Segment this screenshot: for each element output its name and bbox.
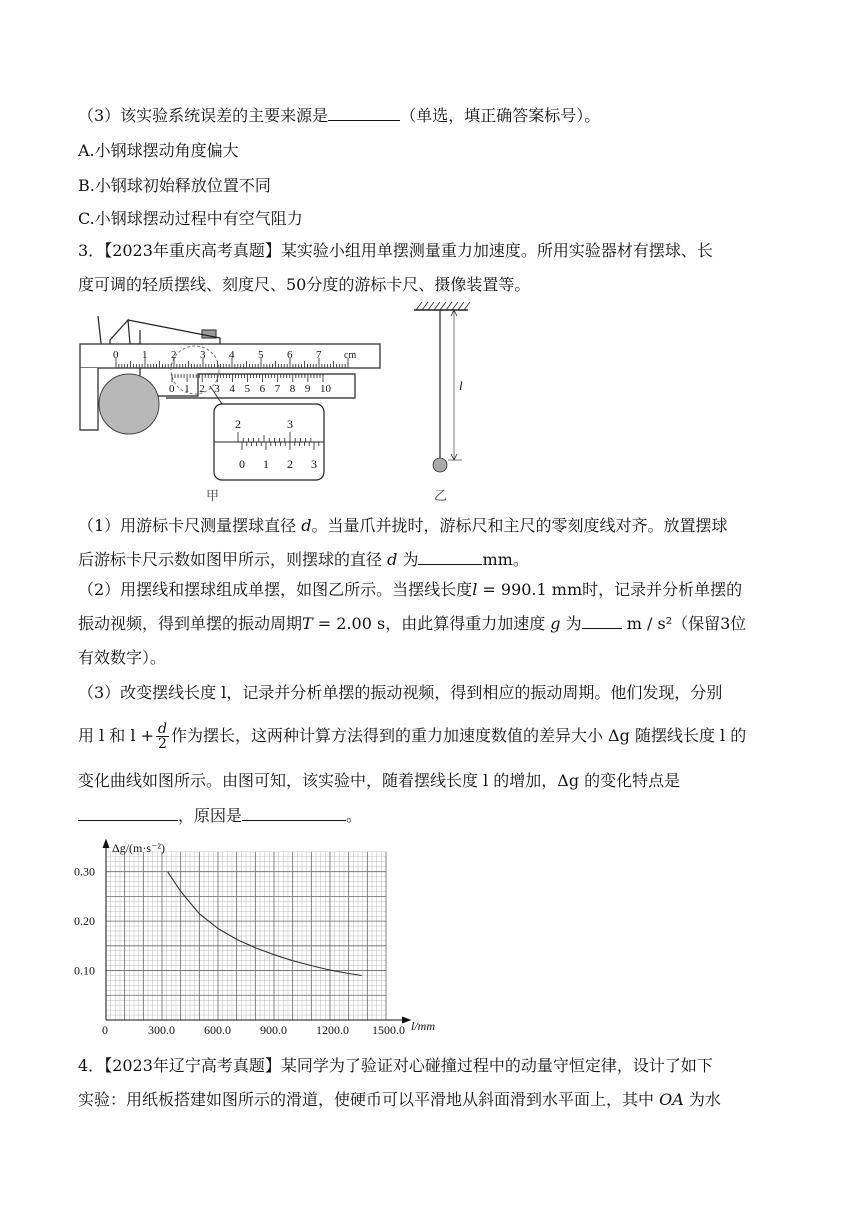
zoom-main-label: 3 (287, 417, 293, 431)
fraction-d-over-2 (156, 722, 169, 751)
text: （1）用游标卡尺测量摆球直径 (78, 516, 297, 535)
vernier-scale-label: 6 (259, 383, 266, 395)
vernier-scale-label: 5 (244, 383, 250, 395)
unit: m / s² (626, 614, 673, 633)
question-3-part-2-line2 (78, 614, 746, 634)
answer-blank[interactable] (328, 106, 400, 121)
y-tick-label: 0.20 (74, 914, 95, 929)
main-scale-label: 2 (171, 349, 177, 361)
text: 。 (346, 806, 363, 825)
text: ，由此算得重力加速度 (385, 614, 546, 633)
x-axis-label: l/mm (411, 1019, 435, 1033)
var-l: l (472, 580, 478, 599)
x-tick-label: 600.0 (204, 1023, 231, 1037)
vernier-scale-label: 0 (169, 383, 175, 395)
question-4-line2 (78, 1090, 721, 1110)
value: = 990.1 mm (477, 580, 583, 599)
question-number: 3． (78, 241, 105, 260)
main-scale-label: 6 (287, 349, 293, 361)
text: 时，记录并分析单摆的 (582, 580, 743, 599)
vernier-scale-label: 3 (214, 383, 220, 395)
y-tick-label: 0.10 (74, 963, 95, 978)
question-3-part-3-line3: 变化曲线如图所示。由图可知，该实验中，随着摆线长度 l 的增加，Δg 的变化特点是 (78, 771, 681, 790)
question-4-line1 (78, 1056, 713, 1076)
intro-text: 某实验小组用单摆测量重力加速度。所用实验器材有摆球、长 (280, 241, 713, 260)
vernier-scale-label: 2 (199, 383, 205, 395)
question-number: 4． (78, 1056, 105, 1075)
question-stem-tail: （单选，填正确答案标号）。 (400, 106, 601, 125)
x-tick-label: 1200.0 (316, 1023, 349, 1037)
main-scale-label: 3 (200, 349, 206, 361)
denominator: 2 (158, 736, 167, 752)
option-a: A.小钢球摆动角度偏大 (78, 141, 239, 160)
vernier-scale-labels (169, 383, 332, 395)
value: = 2.00 s (312, 614, 386, 633)
var-d: d (387, 550, 398, 569)
main-scale-label: 0 (113, 349, 119, 361)
answer-blank-diameter[interactable] (418, 550, 482, 565)
zoom-vernier-label: 3 (311, 457, 317, 471)
zoom-vernier-label: 0 (239, 457, 245, 471)
pendulum-ball (99, 374, 159, 434)
text: （保留3位 (672, 614, 747, 633)
zoom-vernier-label: 2 (287, 457, 293, 471)
text: 为 (402, 550, 419, 569)
figure-label-yi: 乙 (434, 488, 448, 503)
question-3-part-3-line1: （3）改变摆线长度 l，记录并分析单摆的振动视频，得到相应的振动周期。他们发现，分别 (78, 683, 723, 702)
unit: mm。 (482, 550, 529, 569)
caliper-pendulum-figure (70, 300, 490, 505)
text: 实验：用纸板搭建如图所示的滑道，使硬币可以平滑地从斜面滑到水平面上，其中 (78, 1090, 655, 1109)
x-tick-label: 1500.0 (372, 1023, 405, 1037)
y-tick-label: 0.30 (74, 864, 95, 879)
numerator: d (158, 721, 167, 737)
question-3-part-3-line4 (78, 806, 362, 826)
x-tick-label: 900.0 (260, 1023, 287, 1037)
question-stem: （3）该实验系统误差的主要来源是 (78, 106, 329, 125)
var-oa: OA (659, 1090, 684, 1109)
delta-g-chart (70, 834, 450, 1044)
answer-blank-trend[interactable] (78, 806, 178, 821)
question-3-part-3-line2 (78, 718, 746, 758)
answer-blank-reason[interactable] (242, 806, 346, 821)
option-c: C.小钢球摆动过程中有空气阻力 (78, 209, 303, 228)
zoom-vernier-label: 1 (263, 457, 269, 471)
text: ，原因是 (178, 806, 243, 825)
text: 某同学为了验证对心碰撞过程中的动量守恒定律，设计了如下 (280, 1056, 713, 1075)
text: 用 l 和 (78, 726, 126, 745)
option-b: B.小钢球初始释放位置不同 (78, 176, 271, 195)
zoom-main-label: 2 (235, 417, 241, 431)
vernier-scale-label: 7 (274, 383, 281, 395)
vernier-scale-label: 4 (229, 383, 235, 395)
length-label-l: l (459, 378, 463, 393)
vernier-scale-label: 9 (304, 383, 311, 395)
exam-tag: 【2023年辽宁高考真题】 (104, 1056, 281, 1075)
question-2-part-3 (78, 106, 600, 126)
pendulum-bob (433, 458, 447, 472)
text: 为 (565, 614, 582, 633)
text: 后游标卡尺示数如图甲所示，则摆球的直径 (78, 550, 383, 569)
figure-label-jia: 甲 (206, 488, 220, 503)
vernier-scale-ticks (172, 374, 323, 382)
text: （2）用摆线和摆球组成单摆，如图乙所示。当摆线长度 (78, 580, 473, 599)
question-3-intro-line2: 度可调的轻质摆线、刻度尺、50分度的游标卡尺、摄像装置等。 (78, 275, 531, 294)
question-3-part-2-line3: 有效数字）。 (78, 648, 167, 667)
var-g: g (550, 614, 561, 633)
main-scale-label: 7 (316, 349, 322, 361)
var-t: T (302, 614, 313, 633)
exam-tag: 【2023年重庆高考真题】 (104, 241, 281, 260)
main-scale-label: 4 (229, 349, 235, 361)
y-axis-label: Δg/(m·s⁻²) (112, 841, 165, 855)
text: 振动视频，得到单摆的振动周期 (78, 614, 303, 633)
question-3-part-1-line2 (78, 550, 529, 570)
vernier-scale-label: 10 (320, 383, 331, 395)
vernier-scale-label: 8 (289, 383, 296, 395)
question-3-part-2-line1 (78, 580, 742, 600)
vernier-scale-label: 1 (184, 383, 190, 395)
text: 作为摆长，这两种计算方法得到的重力加速度数值的差异大小 Δg 随摆线长度 l 的 (170, 726, 747, 745)
question-3-intro-line1 (78, 241, 713, 261)
expr: l + (130, 726, 154, 745)
text: 。当量爪并拢时，游标尺和主尺的零刻度线对齐。放置摆球 (311, 516, 728, 535)
main-scale-label: 1 (142, 349, 148, 361)
unit-label: cm (344, 350, 357, 361)
text: 为水 (688, 1090, 721, 1109)
x-tick-label: 300.0 (148, 1023, 175, 1037)
origin-label: 0 (102, 1023, 108, 1037)
main-scale-label: 5 (258, 349, 264, 361)
var-d: d (301, 516, 312, 535)
question-3-part-1-line1 (78, 516, 728, 536)
answer-blank-g[interactable] (582, 614, 622, 629)
